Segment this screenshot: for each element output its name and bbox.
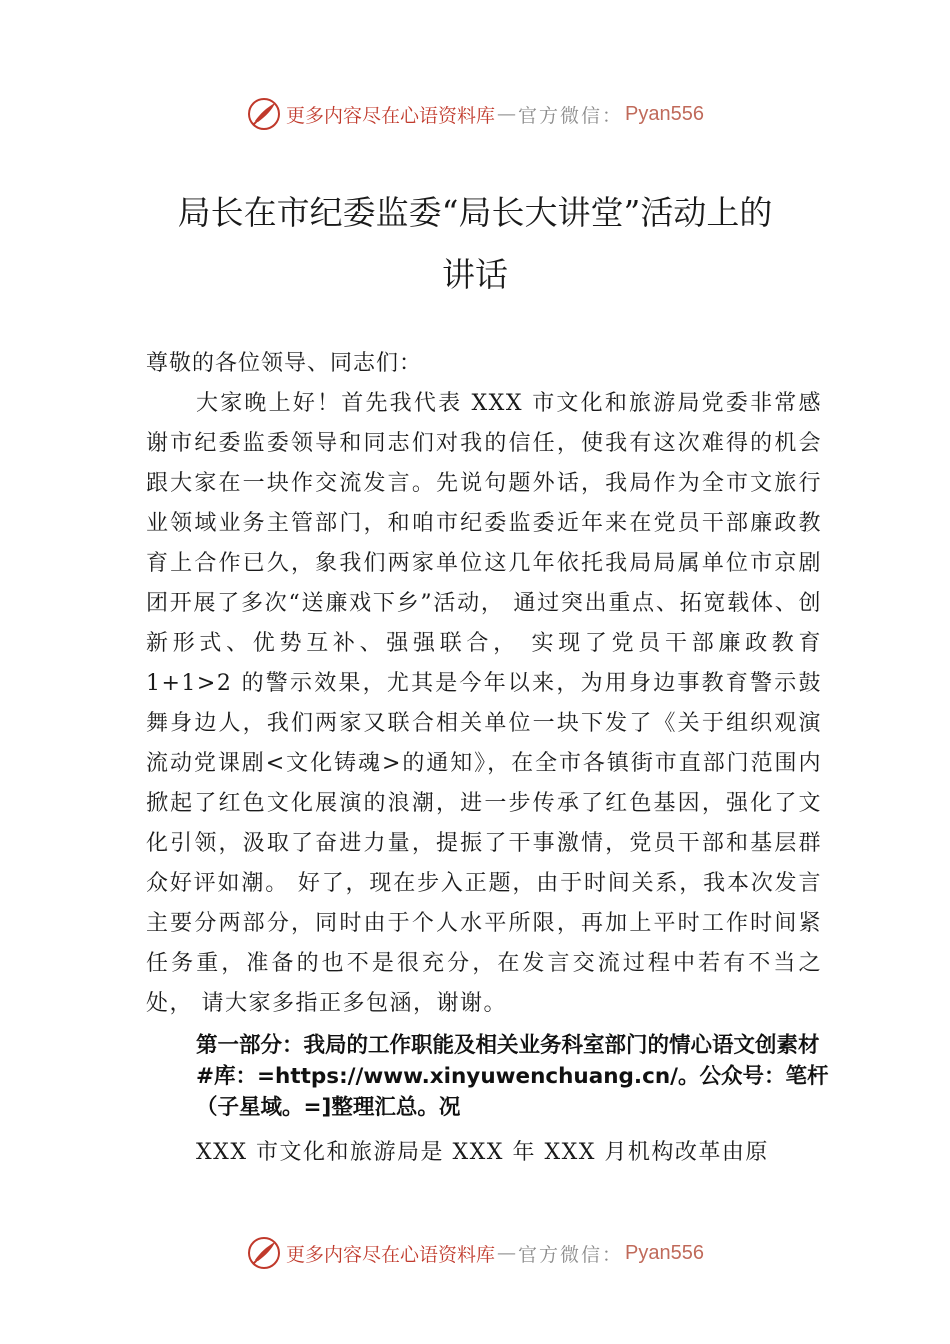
- watermark-banner-bottom: [0, 1233, 950, 1273]
- title-line-2: 讲话: [442, 255, 508, 294]
- watermark-label: 官方微信：: [518, 104, 624, 127]
- quill-logo-icon: [246, 1235, 282, 1271]
- watermark-red-text: 更多内容尽在心语资料库: [286, 104, 496, 127]
- paragraph-1: 大家晚上好！首先我代表 XXX 市文化和旅游局党委非常感谢市纪委监委领导和同志们对我的信任，使我有这次难得的机会跟大家在一块作交流发言。先说句题外话，我局作为全市文旅行业领域业务主管部门，和咱市纪委监委近年来在党员干部廉政教育上合作已久，象我们两家单位这几年依托我局局属单位市京剧团开展了多次“送廉戏下乡”活动， 通过突出重点、拓宽载体、创新形式、优势互补、强强联合， 实现了党员干部廉政教育 1+1>2 的警示效果，尤其是今年以来，为用身边事教育警示鼓舞身边人，我们两家又联合相关单位一块下发了《关于组织观演流动党课剧<文化铸魂>的通知》，在全市各镇街市直部门范围内掀起了红色文化展演的浪潮，进一步传承了红色基因，强化了文化引领，汲取了奋进力量，提振了干事激情，党员干部和基层群众好评如潮。 好了，现在步入正题，由于时间关系，我本次发言主要分两部分，同时由于个人水平所限，再加上平时工作时间紧任务重，准备的也不是很充分，在发言交流过程中若有不当之处， 请大家多指正多包涵，谢谢。: [146, 391, 822, 1016]
- document-title: [100, 182, 850, 306]
- title-line-1: 局长在市纪委监委“局长大讲堂”活动上的: [177, 193, 773, 232]
- quill-logo-icon: [246, 96, 282, 132]
- watermark-separator: —: [497, 103, 517, 125]
- watermark-wechat-id: Pyan556: [625, 1241, 704, 1264]
- document-body: [146, 344, 829, 1173]
- greeting: 尊敬的各位领导、同志们：: [146, 351, 423, 376]
- watermark-banner-top: [0, 94, 950, 134]
- paragraph-2: XXX 市文化和旅游局是 XXX 年 XXX 月机构改革由原: [196, 1140, 769, 1165]
- watermark-red-text: 更多内容尽在心语资料库: [286, 1243, 496, 1266]
- watermark-separator: —: [497, 1242, 517, 1264]
- watermark-wechat-id: Pyan556: [625, 102, 704, 125]
- section-1-heading: 第一部分：我局的工作职能及相关业务科室部门的情心语文创素材#库：=https://www.xinyuwenchuang.cn/。公众号：笔杆（子星域。=]整理汇总。况: [196, 1033, 829, 1120]
- watermark-label: 官方微信：: [518, 1243, 624, 1266]
